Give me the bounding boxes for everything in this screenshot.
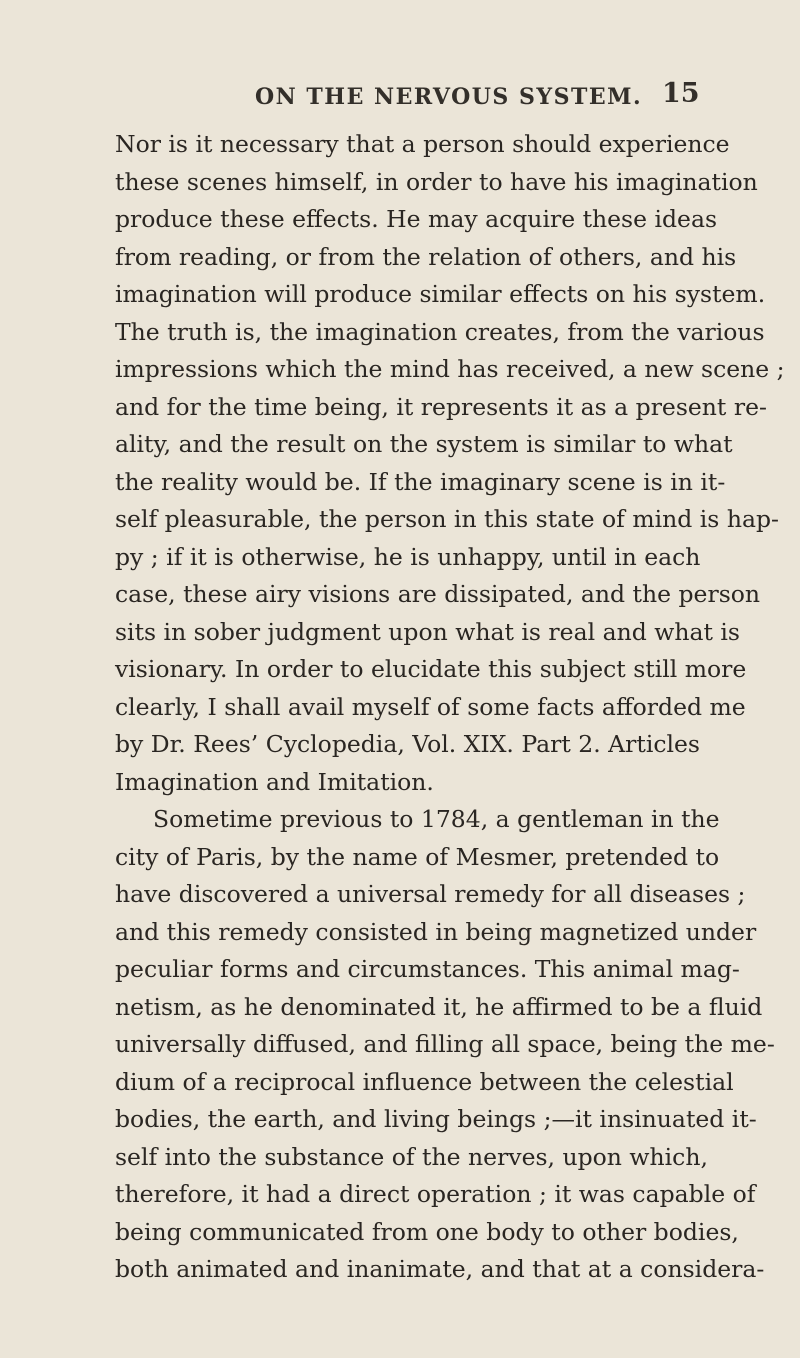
- text-line: Nor is it necessary that a person should experience: [115, 130, 730, 158]
- text-line: by Dr. Rees’ Cyclopedia, Vol. XIX. Part 2. Articles: [115, 730, 700, 758]
- text-line: the reality would be. If the imaginary scene is in it-: [115, 467, 726, 496]
- text-line: Sometime previous to 1784, a gentleman in the: [153, 805, 720, 833]
- text-line: visionary. In order to elucidate this subject still more: [115, 655, 747, 683]
- text-line: self into the substance of the nerves, upon which,: [115, 1142, 708, 1171]
- text-line: dium of a reciprocal influence between the celestial: [115, 1067, 734, 1096]
- text-line: netism, as he denominated it, he affirmed to be a fluid: [115, 992, 763, 1021]
- page-header: [0, 78, 800, 118]
- text-line: imagination will produce similar effects on his system.: [115, 280, 766, 308]
- text-line: being communicated from one body to other bodies,: [115, 1217, 739, 1246]
- text-line: impressions which the mind has received, a new scene ;: [115, 355, 785, 383]
- text-line: and this remedy consisted in being magnetized under: [115, 917, 757, 946]
- text-line: both animated and inanimate, and that at a considera-: [115, 1255, 765, 1283]
- text-line: from reading, or from the relation of others, and his: [115, 242, 737, 271]
- text-line: these scenes himself, in order to have his imagination: [115, 167, 758, 196]
- page-number: 15: [662, 78, 700, 109]
- text-line: sits in sober judgment upon what is real and what is: [115, 617, 740, 646]
- text-line: bodies, the earth, and living beings ;—it insinuated it-: [115, 1105, 757, 1133]
- running-title: ON THE NERVOUS SYSTEM.: [255, 84, 643, 110]
- text-line: ality, and the result on the system is similar to what: [115, 430, 733, 458]
- text-line: city of Paris, by the name of Mesmer, pretended to: [115, 842, 720, 871]
- text-line: py ; if it is otherwise, he is unhappy, until in each: [115, 542, 701, 571]
- body-text: [115, 126, 785, 1289]
- text-line: peculiar forms and circumstances. This animal mag-: [115, 955, 740, 983]
- text-line: therefore, it had a direct operation ; it was capable of: [115, 1180, 756, 1208]
- text-line: and for the time being, it represents it as a present re-: [115, 392, 767, 421]
- text-line: Imagination and Imitation.: [115, 767, 434, 796]
- text-line: have discovered a universal remedy for all diseases ;: [115, 880, 746, 908]
- text-line: The truth is, the imagination creates, from the various: [115, 317, 765, 346]
- text-line: clearly, I shall avail myself of some facts afforded me: [115, 692, 746, 721]
- text-line: produce these effects. He may acquire these ideas: [115, 205, 718, 233]
- text-line: case, these airy visions are dissipated, and the person: [115, 580, 761, 608]
- text-line: self pleasurable, the person in this state of mind is hap-: [115, 505, 779, 533]
- text-line: universally diffused, and filling all space, being the me-: [115, 1030, 775, 1058]
